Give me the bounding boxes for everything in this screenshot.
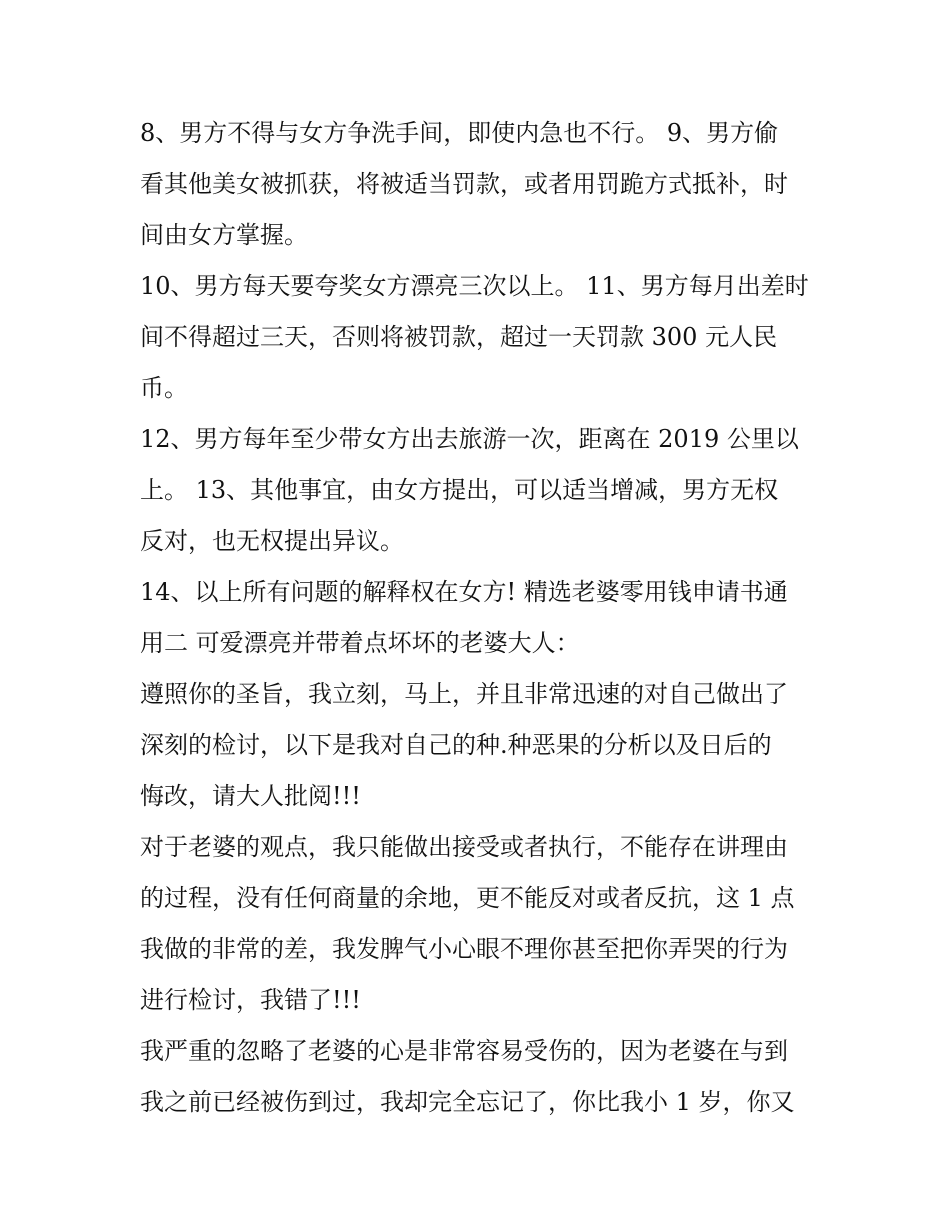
paragraph-rule-14 [140,567,820,669]
text-line: 上。 13、其他事宜，由女方提出，可以适当增减，男方无权 [140,476,779,504]
text-line: 悔改，请大人批阅!!! [140,782,361,810]
text-line: 币。 [140,374,188,402]
text-line: 对于老婆的观点，我只能做出接受或者执行，不能存在讲理由 [140,833,788,861]
text-line: 的过程，没有任何商量的余地，更不能反对或者反抗，这 1 点 [140,884,795,912]
text-line: 10、男方每天要夸奖女方漂亮三次以上。 11、男方每月出差时 [140,272,809,300]
text-line: 14、以上所有问题的解释权在女方! 精选老婆零用钱申请书通 [140,578,788,606]
text-line: 8、男方不得与女方争洗手间，即使内急也不行。 9、男方偷 [140,119,779,147]
text-line: 间不得超过三天，否则将被罚款，超过一天罚款 300 元人民 [140,323,778,351]
text-line: 看其他美女被抓获，将被适当罚款，或者用罚跪方式抵补，时 [140,170,788,198]
text-line: 进行检讨，我错了!!! [140,986,361,1014]
text-line: 我之前已经被伤到过，我却完全忘记了，你比我小 1 岁，你又 [140,1088,795,1116]
text-line: 遵照你的圣旨，我立刻，马上，并且非常迅速的对自己做出了 [140,680,788,708]
text-line: 反对，也无权提出异议。 [140,527,404,555]
paragraph-apology-point-2 [140,1026,820,1128]
text-line: 深刻的检讨，以下是我对自己的种.种恶果的分析以及日后的 [140,731,772,759]
paragraph-apology-intro [140,669,820,822]
paragraph-rules-10-11 [140,261,820,414]
paragraph-rules-12-13 [140,414,820,567]
document-body [140,108,820,1128]
text-line: 12、男方每年至少带女方出去旅游一次，距离在 2019 公里以 [140,425,799,453]
paragraph-apology-point-1 [140,822,820,1026]
text-line: 我做的非常的差，我发脾气小心眼不理你甚至把你弄哭的行为 [140,935,788,963]
text-line: 我严重的忽略了老婆的心是非常容易受伤的，因为老婆在与到 [140,1037,788,1065]
text-line: 用二 可爱漂亮并带着点坏坏的老婆大人： [140,629,580,657]
paragraph-rules-8-9 [140,108,820,261]
text-line: 间由女方掌握。 [140,221,308,249]
